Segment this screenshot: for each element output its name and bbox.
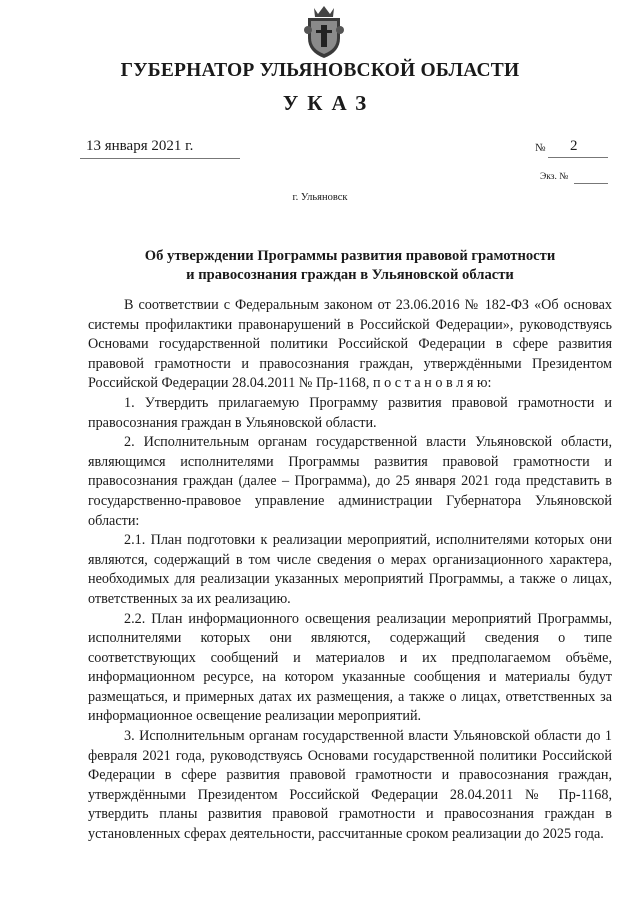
authority-title: ГУБЕРНАТОР УЛЬЯНОВСКОЙ ОБЛАСТИ — [120, 60, 520, 81]
document-date: 13 января 2021 г. — [86, 138, 194, 154]
paragraph-item-2-1: 2.1. План подготовки к реализации мероприятий, исполнителями которых они являются, содержащий в том числе сведения о мерах организационного характера, необходимых для реализации указанных мероприятий Программы, а также о лицах, ответственных за их реализацию. — [88, 532, 612, 607]
document-type: УКАЗ — [282, 91, 376, 115]
paragraph-preamble: В соответствии с Федеральным законом от 23.06.2016 № 182-ФЗ «Об основах системы профилактики правонарушений в Российской Федерации», руководствуясь Основами государственной политики Российской Федерации в сфере развития правовой грамотности и правосознания граждан, утверждёнными Президентом Российской Федерации 28.04.2011 № Пр-1168, п о с т а н о в л я ю: — [88, 297, 612, 392]
date-underline — [80, 158, 240, 159]
copy-number-label: Экз. № — [540, 172, 569, 182]
paragraph-item-2: 2. Исполнительным органам государственной власти Ульяновской области, являющимся исполнителями Программы развития правовой грамотности и правосознания граждан (далее – Программа), до 25 января 2021 года представить в государственно-правовое управление администрации Губернатора Ульяновской области: — [88, 434, 612, 529]
paragraph-item-1: 1. Утвердить прилагаемую Программу развития правовой грамотности и правосознания граждан в Ульяновской области. — [88, 394, 612, 431]
paragraph-item-2-2: 2.2. План информационного освещения реализации мероприятий Программы, исполнителями которых они являются, содержащий сведения о типе соответствующих сообщений и материалов и их предполагаемом объёме, информационном ресурсе, на котором указанные сообщения и материалы будут размещаться, и примерных датах их размещения, а также о лицах, ответственных за информационное освещение реализации мероприятий. — [88, 610, 612, 725]
number-underline — [548, 157, 608, 158]
number-label: № — [535, 142, 546, 154]
document-number: 2 — [570, 138, 578, 154]
document-body — [88, 296, 612, 845]
coat-of-arms-icon — [302, 4, 346, 60]
city: г. Ульяновск — [292, 192, 348, 203]
copy-underline — [574, 183, 608, 184]
title-line-2: и правосознания граждан в Ульяновской области — [186, 267, 514, 283]
title-line-1: Об утверждении Программы развития правовой грамотности — [144, 248, 556, 264]
paragraph-item-3: 3. Исполнительным органам государственной власти Ульяновской области до 1 февраля 2021 года, руководствуясь Основами государственной политики Российской Федерации в сфере развития правовой грамотности и правосознания граждан, утверждёнными Президентом Российской Федерации 28.04.2011 № Пр-1168, утвердить планы развития правовой грамотности и правосознания граждан в установленных сферах деятельности, рассчитанные сроком реализации до 2025 года. — [88, 728, 612, 843]
document-title — [80, 247, 620, 285]
